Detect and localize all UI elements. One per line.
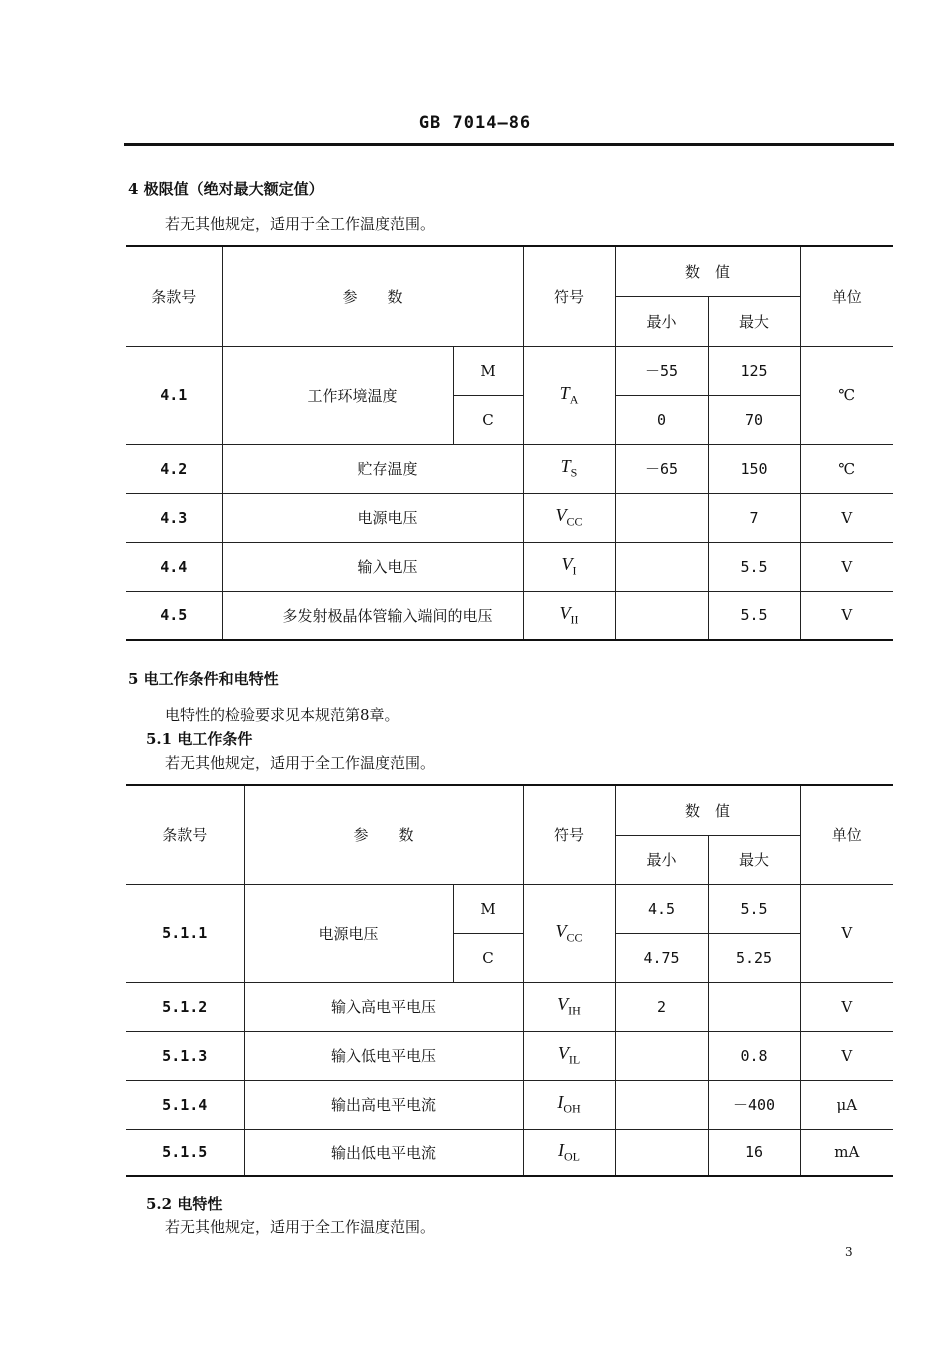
col-value-header: 数 值 bbox=[615, 246, 800, 296]
col-clause-header: 条款号 bbox=[126, 246, 222, 346]
min-cell: 2 bbox=[615, 982, 708, 1031]
col-min-header: 最小 bbox=[615, 296, 708, 346]
param-cell: 贮存温度 bbox=[222, 444, 523, 493]
param-cell: 输出低电平电流 bbox=[244, 1129, 523, 1176]
param-cell: 电源电压 bbox=[244, 884, 453, 982]
document-header: GB 7014—86 bbox=[418, 113, 532, 133]
min-cell: 4.5 bbox=[615, 884, 708, 933]
symbol-cell: $V_{IL}$ bbox=[523, 1031, 615, 1080]
col-min-header: 最小 bbox=[615, 835, 708, 884]
max-cell: 16 bbox=[708, 1129, 800, 1176]
section-4-heading: 4 极限值（绝对最大额定值） bbox=[128, 180, 324, 198]
clause-cell: 5.1.5 bbox=[126, 1129, 244, 1176]
unit-cell: V bbox=[800, 982, 893, 1031]
limits-table bbox=[126, 245, 893, 641]
clause-cell: 4.4 bbox=[126, 542, 222, 591]
unit-cell: V bbox=[800, 1031, 893, 1080]
min-cell: －55 bbox=[615, 346, 708, 395]
symbol-cell: $V_{II}$ bbox=[523, 591, 615, 640]
max-cell: 7 bbox=[708, 493, 800, 542]
section-5-note: 电特性的检验要求见本规范第8章。 bbox=[165, 706, 400, 724]
max-cell bbox=[708, 982, 800, 1031]
min-cell bbox=[615, 1031, 708, 1080]
param-cell: 输入高电平电压 bbox=[244, 982, 523, 1031]
section-4-note: 若无其他规定，适用于全工作温度范围。 bbox=[165, 215, 436, 233]
clause-cell: 5.1.4 bbox=[126, 1080, 244, 1129]
col-unit-header: 单位 bbox=[800, 246, 893, 346]
symbol-cell: $I_{OH}$ bbox=[523, 1080, 615, 1129]
clause-cell: 5.1.1 bbox=[126, 884, 244, 982]
section-5-2-heading: 5.2 电特性 bbox=[146, 1195, 223, 1213]
clause-cell: 4.2 bbox=[126, 444, 222, 493]
param-cell: 输入电压 bbox=[222, 542, 523, 591]
min-cell bbox=[615, 1129, 708, 1176]
param-cell: 输入低电平电压 bbox=[244, 1031, 523, 1080]
col-value-header: 数 值 bbox=[615, 785, 800, 835]
page-number: 3 bbox=[845, 1245, 853, 1259]
clause-cell: 4.1 bbox=[126, 346, 222, 444]
col-unit-header: 单位 bbox=[800, 785, 893, 884]
max-cell: 5.5 bbox=[708, 591, 800, 640]
section-5-1-note: 若无其他规定，适用于全工作温度范围。 bbox=[165, 754, 436, 772]
col-symbol-header: 符号 bbox=[523, 785, 615, 884]
symbol-cell: $V_{CC}$ bbox=[523, 884, 615, 982]
subclass-cell: C bbox=[453, 933, 523, 982]
unit-cell: ℃ bbox=[800, 346, 893, 444]
max-cell: 150 bbox=[708, 444, 800, 493]
param-cell: 输出高电平电流 bbox=[244, 1080, 523, 1129]
min-cell: 4.75 bbox=[615, 933, 708, 982]
col-clause-header: 条款号 bbox=[126, 785, 244, 884]
param-cell: 工作环境温度 bbox=[222, 346, 453, 444]
section-5-2-note: 若无其他规定，适用于全工作温度范围。 bbox=[165, 1218, 436, 1236]
min-cell bbox=[615, 493, 708, 542]
max-cell: 70 bbox=[708, 395, 800, 444]
min-cell: －65 bbox=[615, 444, 708, 493]
min-cell: 0 bbox=[615, 395, 708, 444]
max-cell: 5.5 bbox=[708, 542, 800, 591]
symbol-cell: $T_A$ bbox=[523, 346, 615, 444]
param-cell: 多发射极晶体管输入端间的电压 bbox=[222, 591, 523, 640]
col-max-header: 最大 bbox=[708, 835, 800, 884]
symbol-cell: $V_{CC}$ bbox=[523, 493, 615, 542]
section-5-1-heading: 5.1 电工作条件 bbox=[146, 730, 253, 748]
clause-cell: 5.1.2 bbox=[126, 982, 244, 1031]
subclass-cell: C bbox=[453, 395, 523, 444]
max-cell: 125 bbox=[708, 346, 800, 395]
col-param-header: 参 数 bbox=[244, 785, 523, 884]
symbol-cell: $V_{IH}$ bbox=[523, 982, 615, 1031]
col-symbol-header: 符号 bbox=[523, 246, 615, 346]
max-cell: 5.25 bbox=[708, 933, 800, 982]
min-cell bbox=[615, 1080, 708, 1129]
unit-cell: V bbox=[800, 542, 893, 591]
max-cell: 5.5 bbox=[708, 884, 800, 933]
symbol-cell: $V_I$ bbox=[523, 542, 615, 591]
section-5-heading: 5 电工作条件和电特性 bbox=[128, 670, 279, 688]
unit-cell: μA bbox=[800, 1080, 893, 1129]
col-max-header: 最大 bbox=[708, 296, 800, 346]
unit-cell: ℃ bbox=[800, 444, 893, 493]
subclass-cell: M bbox=[453, 346, 523, 395]
unit-cell: V bbox=[800, 591, 893, 640]
max-cell: －400 bbox=[708, 1080, 800, 1129]
header-rule bbox=[124, 143, 894, 146]
operating-conditions-table bbox=[126, 784, 893, 1177]
min-cell bbox=[615, 542, 708, 591]
min-cell bbox=[615, 591, 708, 640]
col-param-header: 参 数 bbox=[222, 246, 523, 346]
subclass-cell: M bbox=[453, 884, 523, 933]
param-cell: 电源电压 bbox=[222, 493, 523, 542]
clause-cell: 4.3 bbox=[126, 493, 222, 542]
clause-cell: 5.1.3 bbox=[126, 1031, 244, 1080]
symbol-cell: $I_{OL}$ bbox=[523, 1129, 615, 1176]
max-cell: 0.8 bbox=[708, 1031, 800, 1080]
clause-cell: 4.5 bbox=[126, 591, 222, 640]
unit-cell: V bbox=[800, 493, 893, 542]
symbol-cell: $T_S$ bbox=[523, 444, 615, 493]
unit-cell: V bbox=[800, 884, 893, 982]
unit-cell: mA bbox=[800, 1129, 893, 1176]
